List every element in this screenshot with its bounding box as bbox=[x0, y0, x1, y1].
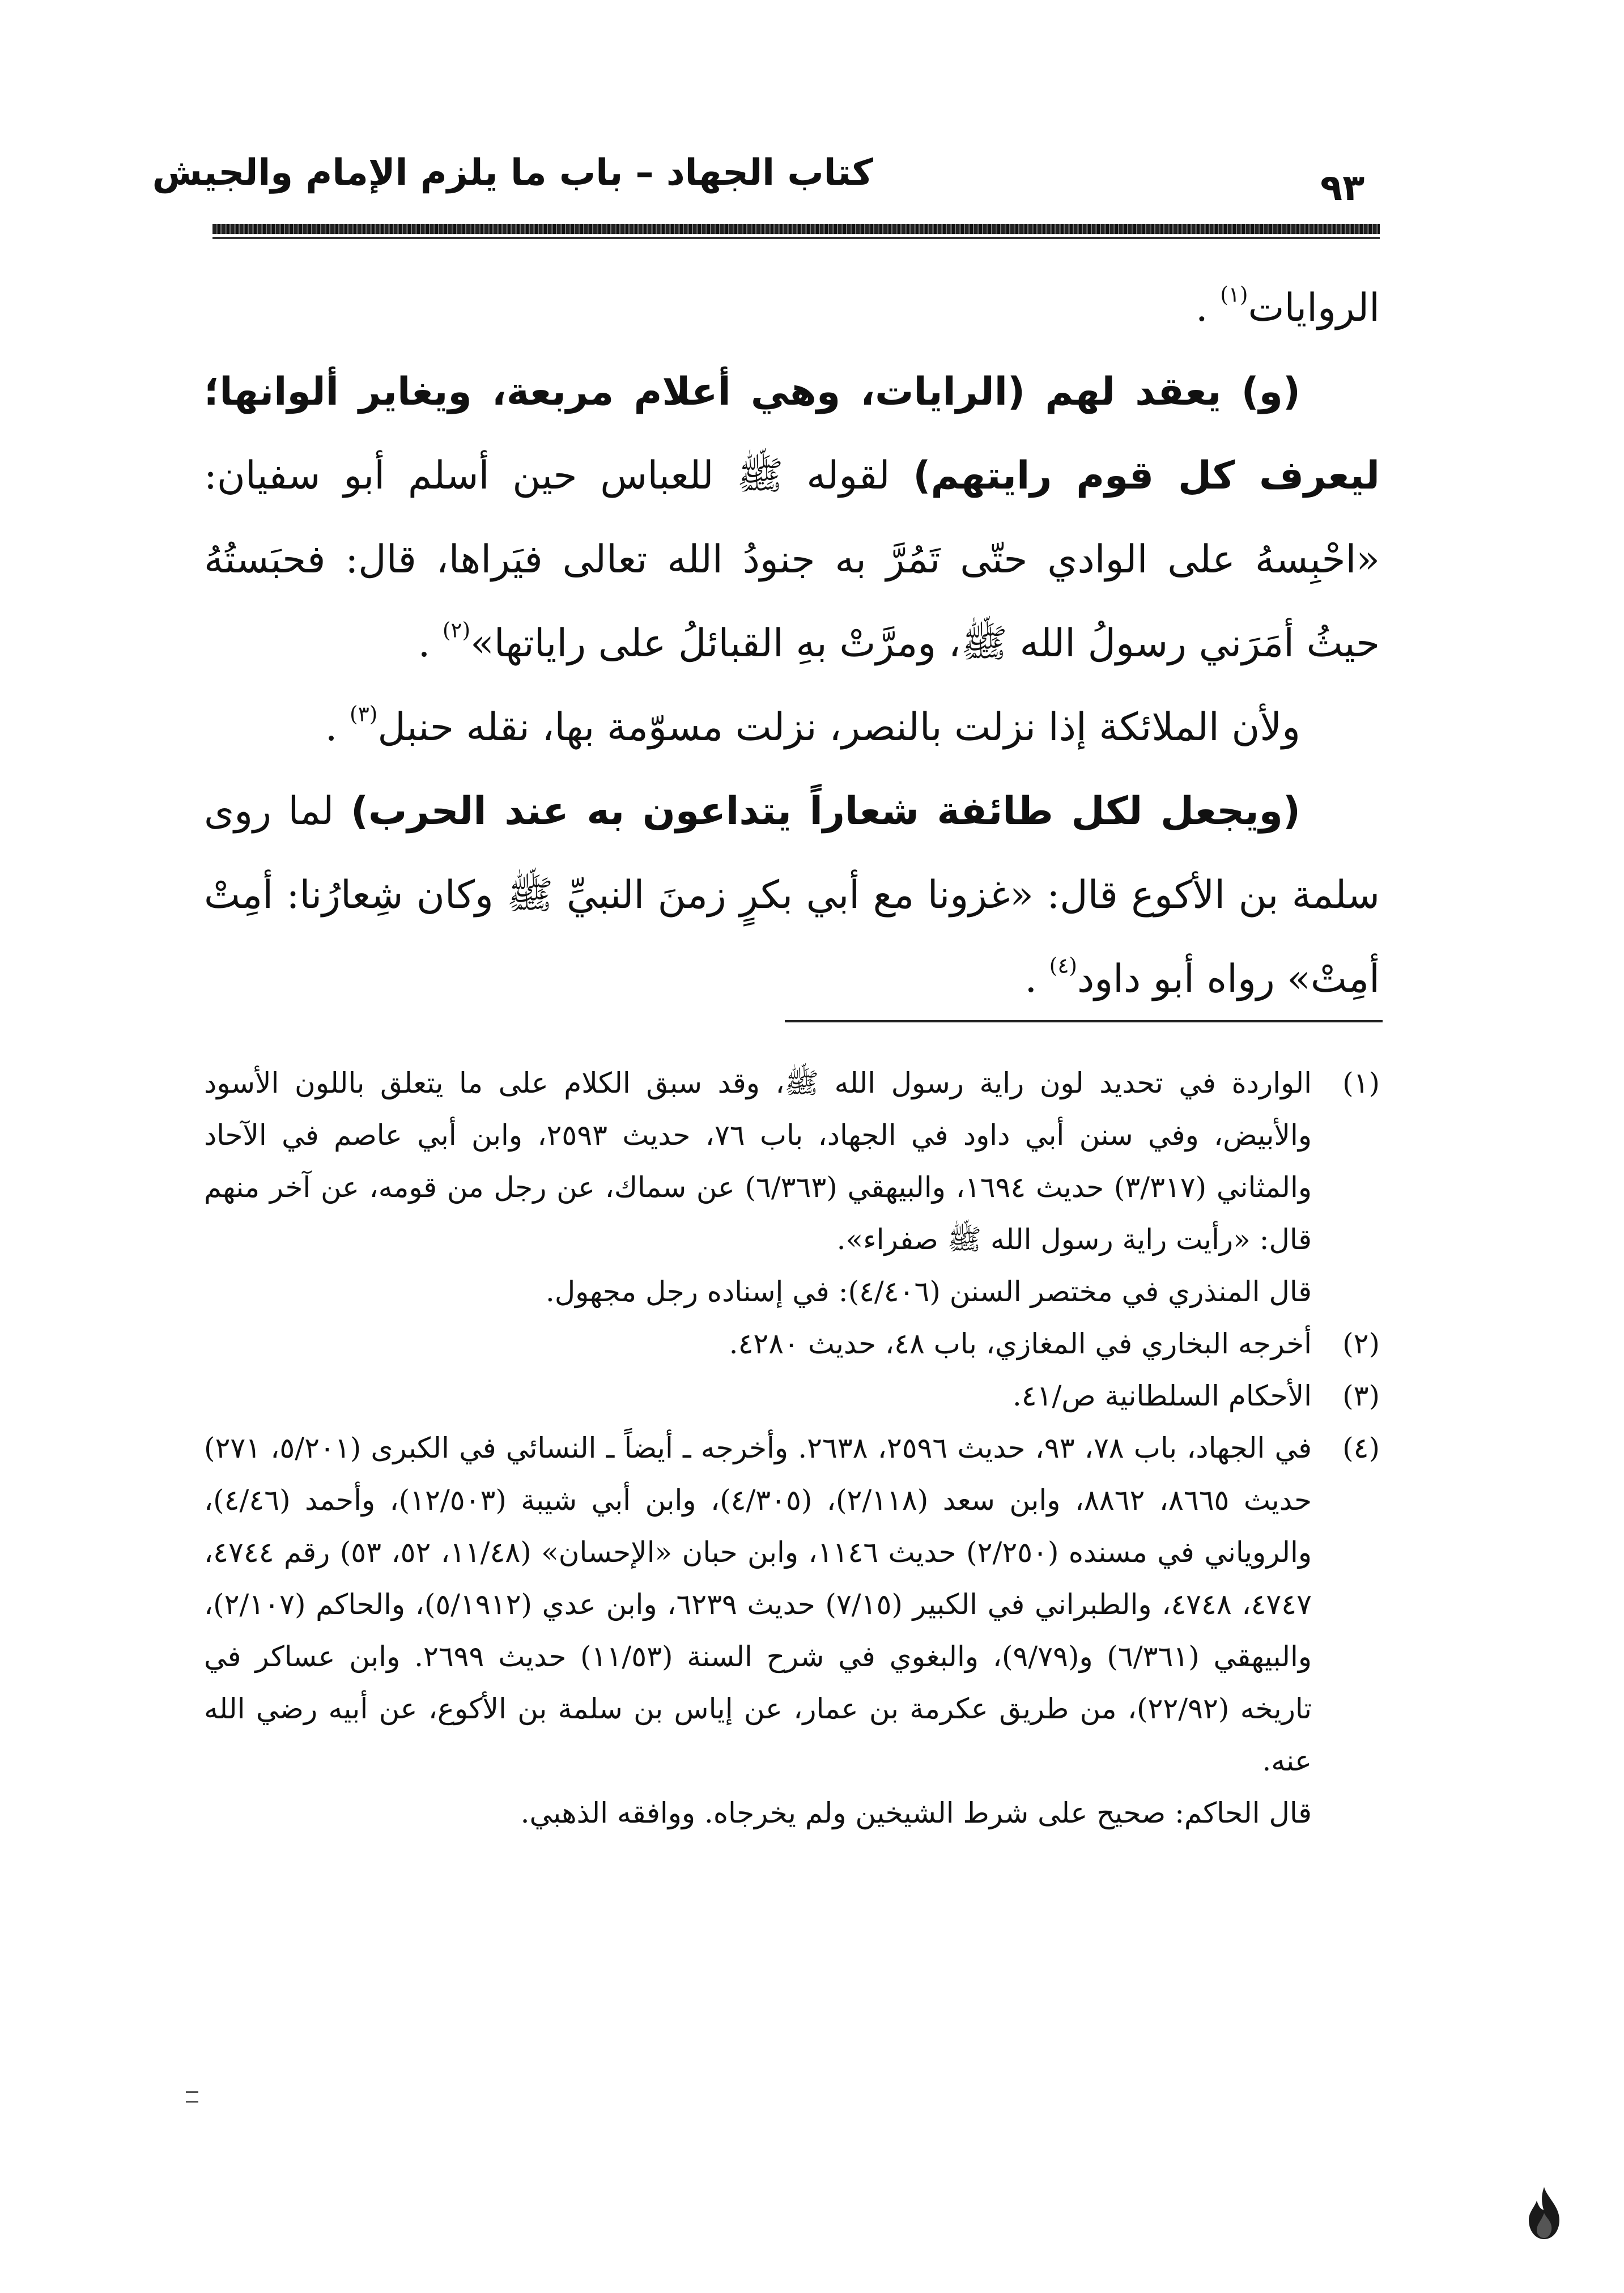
footnote-separator bbox=[785, 1020, 1383, 1022]
footnote-item bbox=[204, 1318, 1380, 1370]
footnote-ref: (٣) bbox=[350, 701, 378, 727]
footnote-item bbox=[204, 1057, 1380, 1318]
commentary-text: لما روى سلمة بن الأكوع قال: «غزونا مع أبي بكرٍ زمنَ النبيِّ ﷺ وكان شِعارُنا: أمِتْ أمِتْ» رواه أبو داود bbox=[204, 789, 1380, 1001]
footnote-item bbox=[204, 1422, 1380, 1839]
header-rule bbox=[212, 224, 1380, 234]
footnote-body: في الجهاد، باب ٧٨، ٩٣، حديث ٢٥٩٦، ٢٦٣٨. وأخرجه ـ أيضاً ـ النسائي في الكبرى (٥/٢٠١، ٢٧١) حديث ٨٦٦٥، ٨٨٦٢، وابن سعد (٢/١١٨)، (٤/٣٠٥)، وابن أبي شيبة (١٢/٥٠٣)، وأحمد (٤/٤٦)، والروياني في مسنده (٢/٢٥٠) حديث ١١٤٦، وابن حبان «الإحسان» (١١/٤٨، ٥٢، ٥٣) رقم ٤٧٤٤، ٤٧٤٧، ٤٧٤٨، والطبراني في الكبير (٧/١٥) حديث ٦٢٣٩، وابن عدي (٥/١٩١٢)، والحاكم (٢/١٠٧)، والبيهقي (٦/٣٦١) و(٩/٧٩)، والبغوي في شرح السنة (١١/٥٣) حديث ٢٦٩٩. وابن عساكر في تاريخه (٢٢/٩٢)، من طريق عكرمة بن عمار، عن إياس بن سلمة بن الأكوع، عن أبيه رضي الله عنه. قال الحاكم: صحيح على شرط الشيخين ولم يخرجاه. ووافقه الذهبي. bbox=[204, 1432, 1312, 1829]
commentary-text: ولأن الملائكة إذا نزلت بالنصر، نزلت مسوّمة بها، نقله حنبل bbox=[377, 705, 1300, 750]
main-paragraph: ولأن الملائكة إذا نزلت بالنصر، نزلت مسوّمة بها، نقله حنبل$^{(٣)}$ . bbox=[325, 701, 1300, 750]
main-paragraph: (و) يعقد لهم (الرايات، وهي أعلام مربعة، ويغاير ألوانها؛ ليعرف كل قوم رايتهم) لقوله ﷺ للعباس حين أسلم أبو سفيان: «احْبِسهُ على الوادي حتّى تَمُرَّ به جنودُ الله تعالى فيَراها، قال: فحبَستُهُ حيثُ أمَرَني رسولُ الله ﷺ، ومرَّتْ بهِ القبائلُ على راياتها»$^{(٢)}$ . bbox=[204, 370, 1380, 666]
footnote-ref: (١) bbox=[1220, 282, 1248, 307]
footnote-number: (٢) bbox=[1342, 1327, 1380, 1360]
footnotes bbox=[204, 1057, 1380, 1839]
footnote-number: (٣) bbox=[1342, 1379, 1380, 1412]
footnote-body: الواردة في تحديد لون راية رسول الله ﷺ، وقد سبق الكلام على ما يتعلق باللون الأسود والأبيض، وفي سنن أبي داود في الجهاد، باب ٧٦، حديث ٢٥٩٣، وابن أبي عاصم في الآحاد والمثاني (٣/٣١٧) حديث ١٦٩٤، والبيهقي (٦/٣٦٣) عن سماك، عن رجل من قومه، عن آخر منهم قال: «رأيت راية رسول الله ﷺ صفراء». قال المنذري في مختصر السنن (٤/٤٠٦): في إسناده رجل مجهول. bbox=[204, 1067, 1312, 1308]
commentary-text: لقوله ﷺ للعباس حين أسلم أبو سفيان: «احْبِسهُ على الوادي حتّى تَمُرَّ به جنودُ الله تعالى فيَراها، قال: فحبَستُهُ حيثُ أمَرَني رسولُ الله ﷺ، ومرَّتْ بهِ القبائلُ على راياتها» bbox=[204, 453, 1380, 666]
margin-continuation-mark bbox=[186, 2091, 198, 2103]
footnote-item bbox=[204, 1370, 1380, 1422]
footnote-ref: (٤) bbox=[1049, 953, 1078, 978]
main-paragraph: الروايات$^{(١)}$ . bbox=[1195, 282, 1380, 330]
main-text bbox=[204, 266, 1380, 1021]
header-rule-thin bbox=[212, 237, 1380, 239]
page-number: ٩٣ bbox=[1320, 167, 1365, 209]
flame-icon bbox=[1524, 2185, 1564, 2241]
footnote-body: أخرجه البخاري في المغازي، باب ٤٨، حديث ٤٢٨٠. bbox=[729, 1327, 1312, 1360]
matn-text: (ويجعل لكل طائفة شعاراً يتداعون به عند الحرب) bbox=[350, 789, 1300, 834]
footnote-ref: (٢) bbox=[442, 617, 471, 643]
footnote-body: الأحكام السلطانية ص/٤١. bbox=[1012, 1379, 1312, 1412]
running-header-title: كتاب الجهاد – باب ما يلزم الإمام والجيش bbox=[152, 152, 873, 194]
footnote-number: (٤) bbox=[1342, 1432, 1380, 1464]
matn-text: (و) يعقد لهم (الرايات، وهي أعلام مربعة، ويغاير ألوانها؛ ليعرف كل قوم رايتهم) bbox=[204, 370, 1380, 498]
main-paragraph: (ويجعل لكل طائفة شعاراً يتداعون به عند الحرب) لما روى سلمة بن الأكوع قال: «غزونا مع أبي بكرٍ زمنَ النبيِّ ﷺ وكان شِعارُنا: أمِتْ أمِتْ» رواه أبو داود$^{(٤)}$ . bbox=[204, 789, 1380, 1001]
footnote-number: (١) bbox=[1342, 1067, 1380, 1099]
